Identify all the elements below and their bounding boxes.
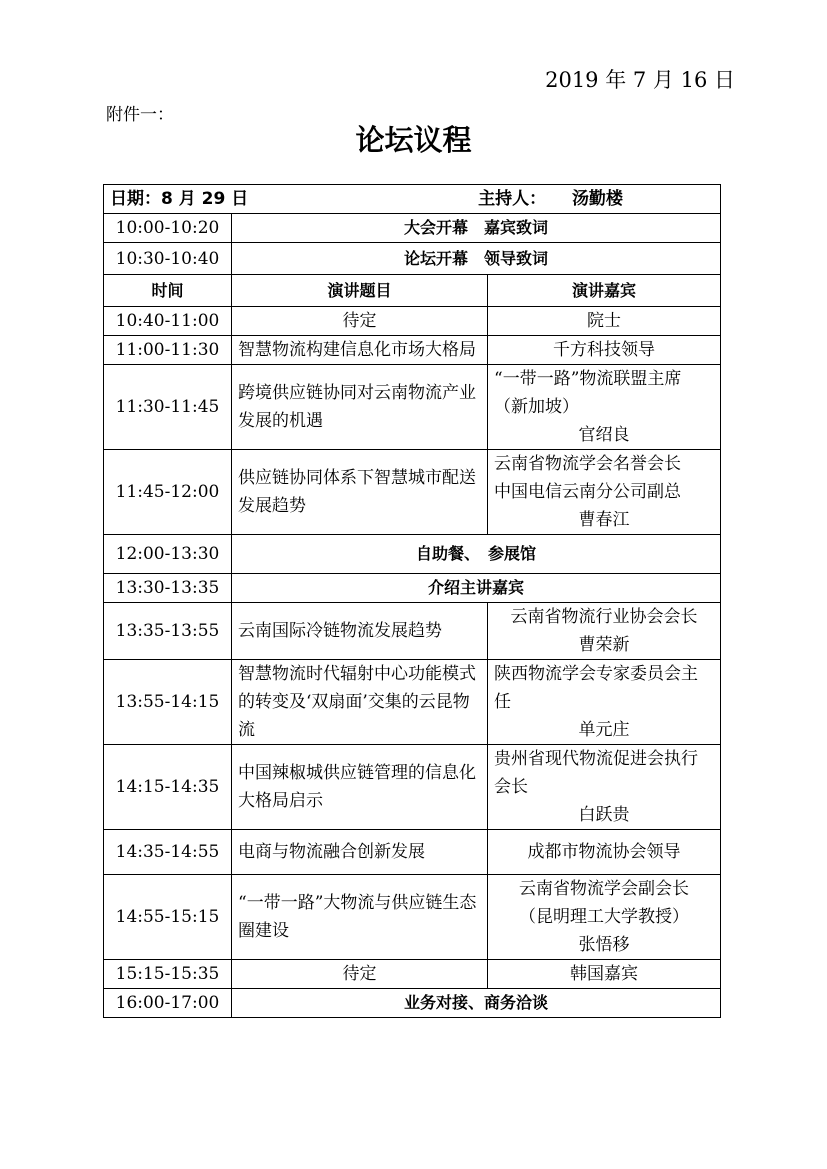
column-header-topic: 演讲题目 <box>232 275 488 307</box>
speaker-name: 曹荣新 <box>578 635 630 655</box>
speaker-line: 院士 <box>587 311 621 331</box>
time-cell: 14:35-14:55 <box>104 830 232 875</box>
host-name: 汤勤楼 <box>571 189 623 209</box>
speaker-title: 贵州省现代物流促进会执行会长 <box>494 749 698 797</box>
time-cell: 10:30-10:40 <box>104 243 232 275</box>
page-title: 论坛议程 <box>355 123 472 157</box>
topic-cell: 智慧物流构建信息化市场大格局 <box>232 336 488 365</box>
merged-event-cell: 论坛开幕 领导致词 <box>232 243 721 275</box>
speaker-cell <box>488 960 721 989</box>
topic-cell: 云南国际冷链物流发展趋势 <box>232 603 488 660</box>
table-row <box>104 875 721 960</box>
time-cell: 10:40-11:00 <box>104 307 232 336</box>
time-cell: 13:30-13:35 <box>104 574 232 603</box>
table-row <box>104 185 721 214</box>
speaker-cell <box>488 660 721 745</box>
time-cell: 14:55-15:15 <box>104 875 232 960</box>
table-row <box>104 336 721 365</box>
time-cell: 12:00-13:30 <box>104 535 232 574</box>
table-row <box>104 450 721 535</box>
time-cell: 13:55-14:15 <box>104 660 232 745</box>
speaker-cell <box>488 450 721 535</box>
column-header-time: 时间 <box>104 275 232 307</box>
time-cell: 11:30-11:45 <box>104 365 232 450</box>
table-row <box>104 574 721 603</box>
document-date: 2019 年 7 月 16 日 <box>545 68 735 92</box>
topic-cell: 电商与物流融合创新发展 <box>232 830 488 875</box>
table-row <box>104 603 721 660</box>
table-row <box>104 214 721 243</box>
speaker-cell <box>488 745 721 830</box>
topic-cell: 跨境供应链协同对云南物流产业发展的机遇 <box>232 365 488 450</box>
table-row <box>104 745 721 830</box>
speaker-name: 单元庄 <box>578 720 630 740</box>
speaker-name: 张悟移 <box>578 935 630 955</box>
speaker-cell <box>488 365 721 450</box>
column-header-row <box>104 275 721 307</box>
topic-cell: “一带一路”大物流与供应链生态圈建设 <box>232 875 488 960</box>
topic-cell: 待定 <box>232 307 488 336</box>
column-header-speaker: 演讲嘉宾 <box>488 275 721 307</box>
speaker-cell <box>488 875 721 960</box>
topic-cell: 供应链协同体系下智慧城市配送发展趋势 <box>232 450 488 535</box>
attachment-label: 附件一： <box>106 105 174 125</box>
time-cell: 15:15-15:35 <box>104 960 232 989</box>
table-row <box>104 830 721 875</box>
speaker-line: 成都市物流协会领导 <box>527 842 681 862</box>
speaker-name: 官绍良 <box>578 425 630 445</box>
speaker-title: （昆明理工大学教授） <box>519 907 689 927</box>
topic-cell: 待定 <box>232 960 488 989</box>
table-row <box>104 535 721 574</box>
time-cell: 13:35-13:55 <box>104 603 232 660</box>
merged-event-cell: 自助餐、 参展馆 <box>232 535 721 574</box>
time-cell: 11:45-12:00 <box>104 450 232 535</box>
speaker-title: 云南省物流行业协会会长 <box>510 607 698 627</box>
table-row <box>104 307 721 336</box>
table-row <box>104 243 721 275</box>
time-cell: 11:00-11:30 <box>104 336 232 365</box>
merged-event-cell: 业务对接、商务洽谈 <box>232 989 721 1018</box>
speaker-name: 白跃贵 <box>578 805 630 825</box>
agenda-table <box>103 184 721 1018</box>
speaker-title: 云南省物流学会副会长 <box>519 879 689 899</box>
host-label: 主持人： <box>478 189 547 209</box>
table-row <box>104 989 721 1018</box>
table-row <box>104 660 721 745</box>
merged-event-cell: 大会开幕 嘉宾致词 <box>232 214 721 243</box>
speaker-line: 千方科技领导 <box>553 340 655 360</box>
speaker-cell <box>488 336 721 365</box>
speaker-cell <box>488 307 721 336</box>
merged-event-cell: 介绍主讲嘉宾 <box>232 574 721 603</box>
speaker-title: 云南省物流学会名誉会长 <box>494 454 681 474</box>
speaker-title: 中国电信云南分公司副总 <box>494 482 681 502</box>
speaker-name: 曹春江 <box>578 510 630 530</box>
speaker-cell <box>488 830 721 875</box>
speaker-cell <box>488 603 721 660</box>
time-cell: 14:15-14:35 <box>104 745 232 830</box>
time-cell: 10:00-10:20 <box>104 214 232 243</box>
speaker-line: 韩国嘉宾 <box>570 964 638 984</box>
agenda-date: 日期：8 月 29 日 <box>110 189 249 209</box>
topic-cell: 智慧物流时代辐射中心功能模式的转变及‘双扇面’交集的云昆物流 <box>232 660 488 745</box>
date-host-cell <box>104 185 721 214</box>
table-row <box>104 365 721 450</box>
topic-cell: 中国辣椒城供应链管理的信息化大格局启示 <box>232 745 488 830</box>
speaker-title: “一带一路”物流联盟主席（新加坡） <box>494 369 682 417</box>
table-row <box>104 960 721 989</box>
time-cell: 16:00-17:00 <box>104 989 232 1018</box>
speaker-title: 陕西物流学会专家委员会主任 <box>494 664 698 712</box>
